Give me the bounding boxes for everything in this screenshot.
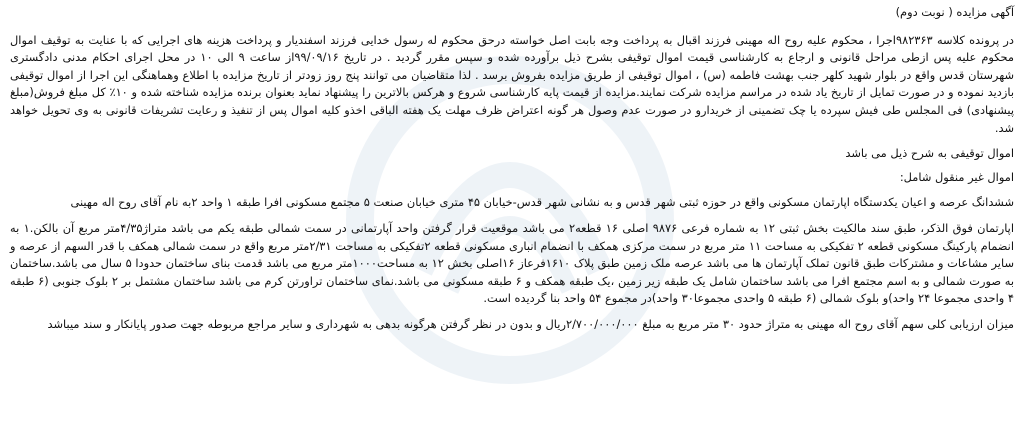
property-details: اپارتمان فوق الذکر، طبق سند مالکیت بخش ثبتی ۱۲ به شماره فرعی ۹۸۷۶ اصلی ۱۶ قطعه۲ می باشد موقعیت قرار گرفتن واحد آپارتمانی در سمت شمالی طبقه یکم می باشد متراژ۴/۳۵متر مربع آن بالکن.۱ به انضمام پارکینگ مسکونی قطعه ۲ تفکیکی به مساحت ۱۱ متر مربع در سمت مرکزی همکف با انضمام انباری مسکونی قطعه ۲تفکیکی به مساحت ۲/۳۱متر مربع واقع در سمت شمالی همکف با قدر السهم از عرصه و سایر مشاعات و مشترکات طبق قانون تملک آپارتمان ها می باشد عرصه ملک زمین طبق پلاک ۱۶۱۰فرعاز ۱۶اصلی بخش ۱۲ به مساحت۱۰۰۰متر مربع می باشد قدمت بنای ساختمان حدودا ۵ سال می باشد.ساختمان به صورت شمالی و به اسم مجتمع افرا می باشد ساختمان شامل یک طبقه زیر زمین ،یک طبقه همکف و ۶ طبقه مسکونی می باشد.نمای ساختمان تراورتن کرم می باشد ساختمان مشتمل بر ۲ بلوک جنوبی (۶ طبقه ۴ واحدی مجموعا ۲۴ واحد)و بلوک شمالی (۶ طبقه ۵ واحدی مجموعا۳۰ واحد)در مجموع ۵۴ واحد بنا گردیده است. xyxy=(10,220,1015,306)
valuation-paragraph: میزان ارزیابی کلی سهم آقای روح اله مهینی به متراژ حدود ۳۰ متر مربع به مبلغ ۲/۷۰۰/۰۰۰/۰۰۰ریال و بدون در نظر گرفتن هرگونه بدهی به شهرداری و سایر مراجع مربوطه جهت صدور پایانکار و سند میباشد xyxy=(47,316,1014,331)
auction-notice-document xyxy=(10,4,1014,342)
immovable-heading: اموال غیر منقول شامل: xyxy=(899,169,1014,184)
notice-main-paragraph: در پرونده کلاسه ۹۸۲۳۶۳اجرا ، محکوم علیه روح اله مهینی فرزند اقبال به پرداخت وجه بابت اصل خواسته درحق محکوم له رسول خدایی فرزند اسفندیار و پرداخت هزینه های اجرایی که با عنایت به توقیف اموال محکوم علیه پس ازطی مراحل قانونی و ارجاع به کارشناسی قیمت اموال توقیفی بشرح ذیل برآورده شده و سپس مقرر گردید . در تاریخ ۹۹/۰۹/۱۶از ساعت ۹ الی ۱۰ در محل اجرای احکام مدنی دادگستری شهرستان قدس واقع در بلوار شهید کلهر جنب بهشت فاطمه (س) ، اموال توقیفی از طریق مزایده بفروش برسد . لذا متقاضیان می توانند پنج روز زودتر از تاریخ مزایده با اطلاع وهماهنگی این اجرا از اموال توقیفی بازدید نموده و در صورت تمایل از تاریخ یاد شده در مراسم مزایده شرکت نمایند.مزایده از قیمت پایه کارشناسی شروع و هرکس بالاترین را پیشنهاد نماید بعنوان برنده مزایده شناخته شده و ۱۰٪ کل مبلغ فروش(مبلغ پیشنهادی) فی المجلس طی فیش سپرده یا چک تضمینی از خریدارو در صورت عدم وصول هر گونه اعتراض ظرف مهلت یک هفته الباقی اخذو کلیه اموال پس از تنفیذ و رعایت تشریفات قانونی به وی تحویل خواهد شد. xyxy=(10,32,1014,135)
property-heading: اموال توقیفی به شرح ذیل می باشد xyxy=(845,146,1014,161)
property-description: ششدانگ عرصه و اعیان یکدستگاه اپارتمان مسکونی واقع در حوزه ثبتی شهر قدس و به نشانی شهر قدس-خیابان ۴۵ متری خیابان صنعت ۵ مجتمع مسکونی افرا طبقه ۱ واحد ۲به نام آقای روح اله مهینی xyxy=(70,195,1014,210)
notice-title: آگهی مزایده ( نوبت دوم) xyxy=(895,5,1014,19)
